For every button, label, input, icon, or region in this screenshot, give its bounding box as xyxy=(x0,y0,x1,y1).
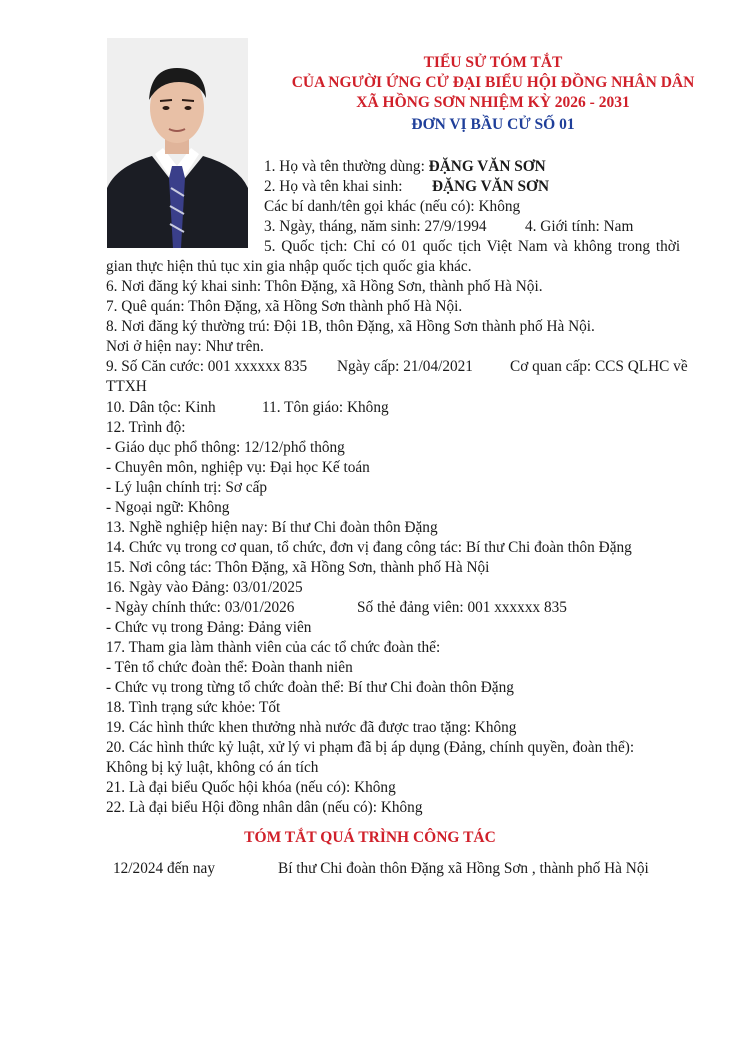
alias-line: Các bí danh/tên gọi khác (nếu có): Không xyxy=(264,198,521,215)
party-official-date-line: - Ngày chính thức: 03/01/2026 xyxy=(106,599,295,616)
party-card-number: Số thẻ đảng viên: 001 xxxxxx 835 xyxy=(357,599,567,616)
health-line: 18. Tình trạng sức khỏe: Tốt xyxy=(106,699,281,716)
organization-name-line: - Tên tổ chức đoàn thể: Đoàn thanh niên xyxy=(106,659,353,676)
occupation-line: 13. Nghề nghiệp hiện nay: Bí thư Chi đoàn thôn Đặng xyxy=(106,519,438,536)
id-number-line: 9. Số Căn cước: 001 xxxxxx 835 xyxy=(106,358,308,375)
nationality-line-a: 5. Quốc tịch: Chỉ có 01 quốc tịch Việt Nam và không trong thời xyxy=(264,238,681,255)
id-issuing-authority: Cơ quan cấp: CCS QLHC về xyxy=(510,358,688,375)
discipline-line-b: Không bị kỷ luật, không có án tích xyxy=(106,759,319,776)
peoples-council-line: 22. Là đại biểu Hội đồng nhân dân (nếu có): Không xyxy=(106,799,423,816)
dob-line: 3. Ngày, tháng, năm sinh: 27/9/1994 xyxy=(264,218,487,235)
general-education-line: - Giáo dục phổ thông: 12/12/phổ thông xyxy=(106,439,345,456)
nationality-line-b: gian thực hiện thủ tục xin gia nhập quốc tịch quốc gia khác. xyxy=(106,258,472,275)
title-line-3: XÃ HỒNG SƠN NHIỆM KỲ 2026 - 2031 xyxy=(356,94,630,111)
id-issue-date: Ngày cấp: 21/04/2021 xyxy=(337,358,473,375)
common-name-value: ĐẶNG VĂN SƠN xyxy=(428,158,546,175)
national-assembly-line: 21. Là đại biểu Quốc hội khóa (nếu có): Không xyxy=(106,779,396,796)
discipline-line-a: 20. Các hình thức kỷ luật, xử lý vi phạm đã bị áp dụng (Đảng, chính quyền, đoàn thể): xyxy=(106,739,635,756)
title-line-2: CỦA NGƯỜI ỨNG CỬ ĐẠI BIỂU HỘI ĐỒNG NHÂN DÂN xyxy=(291,74,695,91)
organization-position-line: - Chức vụ trong từng tổ chức đoàn thể: Bí thư Chi đoàn thôn Đặng xyxy=(106,679,514,696)
workplace-line: 15. Nơi công tác: Thôn Đặng, xã Hồng Sơn, thành phố Hà Nội xyxy=(106,559,490,576)
ethnicity-line: 10. Dân tộc: Kinh xyxy=(106,399,216,416)
party-position-line: - Chức vụ trong Đảng: Đảng viên xyxy=(106,619,312,636)
foreign-language-line: - Ngoại ngữ: Không xyxy=(106,499,230,516)
permanent-residence-line: 8. Nơi đăng ký thường trú: Đội 1B, thôn Đặng, xã Hồng Sơn thành phố Hà Nội. xyxy=(106,318,595,335)
common-name-label: 1. Họ và tên thường dùng: xyxy=(264,158,429,175)
birth-name-label: 2. Họ và tên khai sinh: xyxy=(264,178,403,195)
id-issuing-authority-cont: TTXH xyxy=(106,378,147,395)
bio-line-1 xyxy=(264,157,546,177)
bio-line-2 xyxy=(264,177,403,197)
work-entry-period: 12/2024 đến nay xyxy=(113,860,215,877)
position-line: 14. Chức vụ trong cơ quan, tổ chức, đơn vị đang công tác: Bí thư Chi đoàn thôn Đặng xyxy=(106,539,632,556)
electoral-unit-subtitle: ĐƠN VỊ BẦU CỬ SỐ 01 xyxy=(411,116,575,133)
birth-name-value: ĐẶNG VĂN SƠN xyxy=(432,178,550,195)
work-entry-description: Bí thư Chi đoàn thôn Đặng xã Hồng Sơn , thành phố Hà Nội xyxy=(278,860,649,877)
awards-line: 19. Các hình thức khen thưởng nhà nước đã được trao tặng: Không xyxy=(106,719,517,736)
religion-line: 11. Tôn giáo: Không xyxy=(262,399,389,416)
work-history-title: TÓM TẮT QUÁ TRÌNH CÔNG TÁC xyxy=(244,829,496,846)
gender-line: 4. Giới tính: Nam xyxy=(525,218,634,235)
birth-registration-line: 6. Nơi đăng ký khai sinh: Thôn Đặng, xã Hồng Sơn, thành phố Hà Nội. xyxy=(106,278,543,295)
current-residence-line: Nơi ở hiện nay: Như trên. xyxy=(106,338,264,355)
organizations-heading: 17. Tham gia làm thành viên của các tổ chức đoàn thể: xyxy=(106,639,441,656)
political-theory-line: - Lý luận chính trị: Sơ cấp xyxy=(106,479,268,496)
party-join-date-line: 16. Ngày vào Đảng: 03/01/2025 xyxy=(106,579,303,596)
hometown-line: 7. Quê quán: Thôn Đặng, xã Hồng Sơn thành phố Hà Nội. xyxy=(106,298,463,315)
education-heading: 12. Trình độ: xyxy=(106,419,186,436)
professional-qualification-line: - Chuyên môn, nghiệp vụ: Đại học Kế toán xyxy=(106,459,370,476)
title-line-1: TIỂU SỬ TÓM TẮT xyxy=(423,54,563,71)
candidate-photo xyxy=(107,38,248,248)
